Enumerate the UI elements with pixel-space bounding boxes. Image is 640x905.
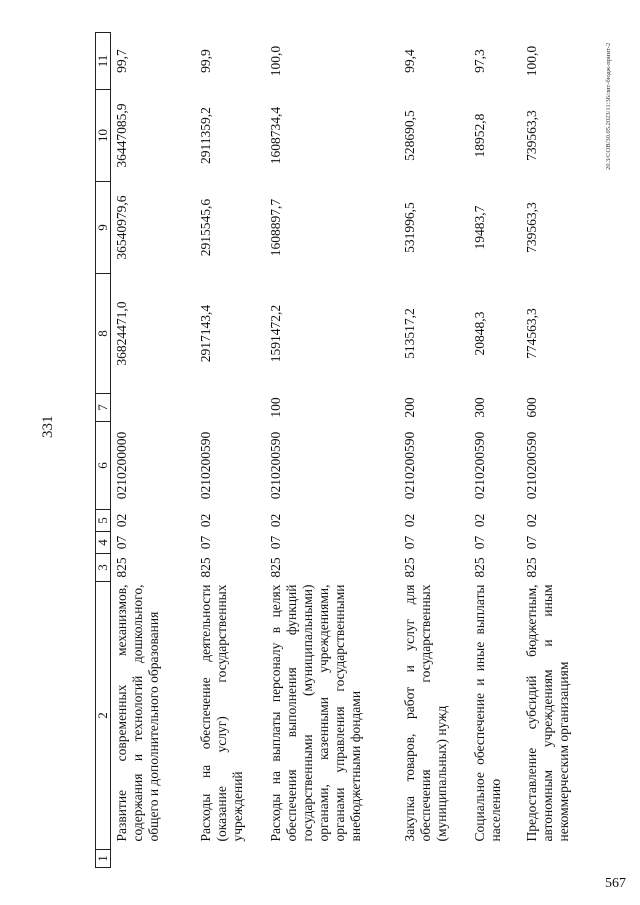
row-description: Расходы на обеспечение деятельности (оказание услуг) государственных учреждений (198, 584, 245, 842)
table-row (196, 33, 266, 868)
column-header: 1 (96, 850, 111, 868)
cell-percent: 100,0 (524, 45, 539, 77)
cell-section: 07 (114, 535, 129, 550)
cell-type (196, 394, 266, 422)
cell-value-10: 18952,8 (472, 113, 487, 158)
cell-section: 07 (198, 535, 213, 550)
budget-table (95, 32, 606, 868)
cell-value-8: 774563,3 (524, 308, 539, 359)
page-header-number: 331 (40, 415, 56, 438)
cell-target: 0210200590 (268, 431, 283, 500)
cell-section: 07 (472, 535, 487, 550)
rotated-table-container (95, 33, 615, 868)
table-header-row (96, 33, 111, 868)
cell-value-8: 513517,2 (402, 308, 417, 359)
cell-value-9: 1608897,7 (268, 198, 283, 257)
cell-type: 300 (472, 397, 487, 418)
cell-code: 825 (402, 557, 417, 578)
cell-target: 0210200590 (198, 431, 213, 500)
column-header: 4 (96, 532, 111, 554)
column-header: 9 (96, 182, 111, 274)
cell-subsection: 02 (268, 513, 283, 528)
cell-percent: 99,4 (402, 49, 417, 73)
cell-subsection: 02 (472, 513, 487, 528)
cell-value-8: 20848,3 (472, 311, 487, 356)
cell-section: 07 (402, 535, 417, 550)
row-description: Развитие современных механизмов, содержания и технологий дошкольного, общего и дополнительного образования (114, 584, 161, 842)
column-header: 11 (96, 33, 111, 90)
cell-subsection: 02 (524, 513, 539, 528)
cell-section: 07 (268, 535, 283, 550)
table-row (470, 33, 522, 868)
page-footer-number: 567 (605, 876, 626, 891)
cell-value-10: 36447085,9 (114, 103, 129, 168)
column-header: 8 (96, 274, 111, 394)
cell-section: 07 (524, 535, 539, 550)
column-header: 3 (96, 554, 111, 582)
row-description: Закупка товаров, работ и услуг для обеспечения государственных (муниципальных) нужд (402, 584, 449, 842)
row-description: Социальное обеспечение и иные выплаты населению (472, 584, 503, 842)
cell-percent: 99,9 (198, 49, 213, 73)
cell-code: 825 (524, 557, 539, 578)
cell-subsection: 02 (114, 513, 129, 528)
cell-target: 0210200590 (402, 431, 417, 500)
cell-value-10: 739563,3 (524, 110, 539, 161)
column-header: 10 (96, 90, 111, 182)
print-stamp: 20.3/СОВ/30.05.2023/11:36/лит-бюдж-принт-2 (605, 42, 612, 170)
cell-target: 0210200590 (472, 431, 487, 500)
cell-value-10: 528690,5 (402, 110, 417, 161)
table-row (522, 33, 606, 868)
cell-type: 600 (524, 397, 539, 418)
cell-code: 825 (268, 557, 283, 578)
cell-type (111, 394, 197, 422)
row-description: Расходы на выплаты персоналу в целях обеспечения выполнения функций государственными (муниципальными) органами, казенными учреждениями, органами управления государственными внебюджетными фондами (268, 584, 363, 842)
cell-subsection: 02 (402, 513, 417, 528)
cell-subsection: 02 (198, 513, 213, 528)
column-header: 2 (96, 582, 111, 850)
cell-percent: 97,3 (472, 49, 487, 73)
table-row (111, 33, 197, 868)
cell-value-8: 1591472,2 (268, 304, 283, 363)
cell-percent: 100,0 (268, 45, 283, 77)
cell-target: 0210200000 (114, 431, 129, 500)
table-row (266, 33, 400, 868)
column-header: 5 (96, 510, 111, 532)
column-header: 6 (96, 422, 111, 510)
cell-value-10: 1608734,4 (268, 106, 283, 165)
cell-code: 825 (472, 557, 487, 578)
cell-value-8: 2917143,4 (198, 304, 213, 363)
cell-value-10: 2911359,2 (198, 107, 213, 164)
cell-code: 825 (198, 557, 213, 578)
cell-percent: 99,7 (114, 49, 129, 73)
row-description: Предоставление субсидий бюджетным, автономным учреждениям и иным некоммерческим организациям (524, 584, 571, 842)
column-header: 7 (96, 394, 111, 422)
cell-value-9: 531996,5 (402, 202, 417, 253)
cell-value-9: 19483,7 (472, 205, 487, 250)
cell-value-9: 739563,3 (524, 202, 539, 253)
cell-type: 100 (268, 397, 283, 418)
cell-target: 0210200590 (524, 431, 539, 500)
cell-value-8: 36824471,0 (114, 301, 129, 366)
table-row (400, 33, 470, 868)
cell-code: 825 (114, 557, 129, 578)
cell-value-9: 2915545,6 (198, 198, 213, 257)
cell-type: 200 (402, 397, 417, 418)
cell-value-9: 36540979,6 (114, 195, 129, 260)
